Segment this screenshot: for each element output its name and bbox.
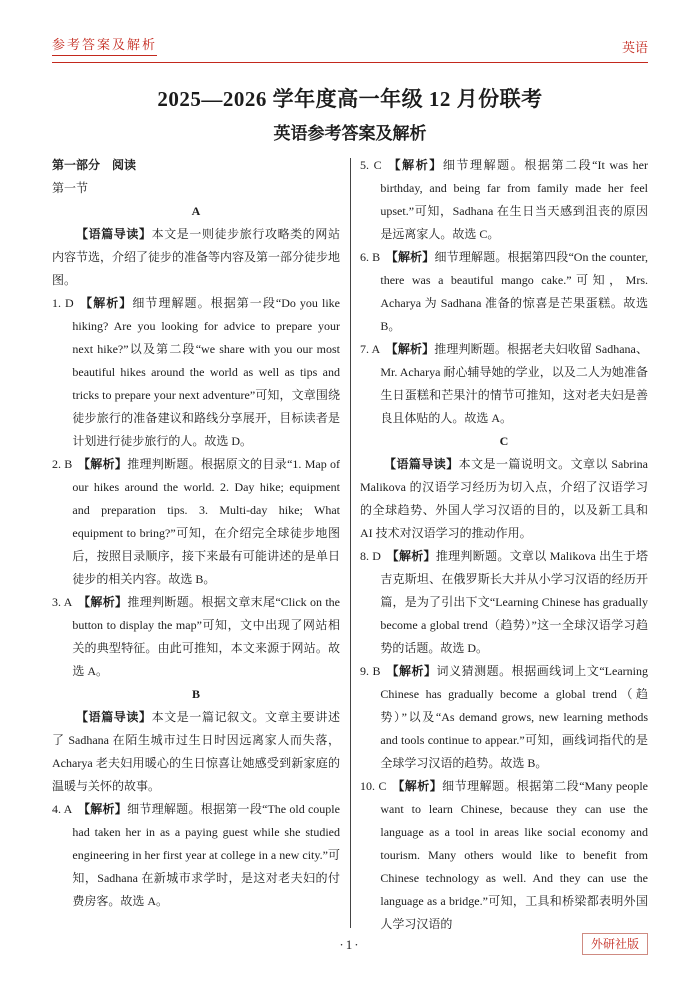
publisher-badge: 外研社版 [582,933,648,955]
item-text: 细节理解题。根据第一段“The old couple had taken her in as a paying guest while she studied engineering in her first year at college in a new city.”可知，Sadhana 在新城市求学时，是这对老夫妇的付费房客。故选 A。 [72,802,340,908]
analysis-tag: 【解析】 [79,296,133,310]
page-number: ·1· [339,937,361,952]
answer-item-5 [360,154,648,246]
answer-item-3 [52,591,340,683]
page-header [52,34,648,56]
item-text: 细节理解题。根据第一段“Do you like hiking? Are you looking for advice to prepare your next hike?”以及第二段“we share with you our most beautiful hikes around the world as well as tips and tricks to prepare your next adventure”可知，文章围绕徒步旅行的准备建议和路线分享展开，目标读者是计划进行徒步旅行的人。故选 D。 [72,296,340,448]
intro-text: 本文是一则徒步旅行攻略类的网站内容节选，介绍了徒步的准备等内容及第一部分徒步地图。 [52,227,341,287]
item-number: 7. A [360,342,381,356]
answer-item-4 [52,798,340,913]
analysis-tag: 【解析】 [386,549,436,563]
section-heading: 第一部分 阅读 [52,158,137,172]
item-text: 推理判断题。根据原文的目录“1. Map of our hikes around the world. 2. Day hike; equipment and preparation tips. 3. Multi-day hike; What equipment to bring?”可知，在介绍完全球徒步地图后，按照目录顺序，接下来最有可能讲述的是单日徒步的相关内容。故选 B。 [72,457,340,586]
answer-item-7 [360,338,648,430]
analysis-tag: 【解析】 [385,342,435,356]
header-rule [52,62,648,63]
passage-label-b: B [191,687,200,701]
intro-tag: 【语篇导读】 [384,457,459,471]
page-title: 2025—2026 学年度高一年级 12 月份联考 [157,87,543,111]
item-text: 细节理解题。根据第二段“It was her birthday, and being far from family made her feel upset.”可知，Sadhana 在生日当天感到沮丧的原因是远离家人。故选 C。 [380,158,648,241]
header-left-label: 参考答案及解析 [52,34,157,56]
answer-item-9 [360,660,648,775]
passage-label-c: C [499,434,509,448]
passage-label-a: A [191,204,201,218]
item-number: 9. B [360,664,381,678]
analysis-tag: 【解析】 [77,457,128,471]
item-text: 词义猜测题。根据画线词上文“Learning Chinese has gradually become a global trend（趋势）”以及“As demand grows, new learning methods and tools continue to appear.”可知，画线词指代的是全球学习汉语的趋势。故选 B。 [380,664,648,770]
answer-item-8 [360,545,648,660]
analysis-tag: 【解析】 [385,664,437,678]
intro-tag: 【语篇导读】 [76,710,152,724]
page-subtitle: 英语参考答案及解析 [273,124,427,143]
item-text: 推理判断题。文章以 Malikova 出生于塔吉克斯坦、在俄罗斯长大并从小学习汉语的经历开篇，是为了引出下文“Learning Chinese has gradually become a global trend（趋势）”这一全球汉语学习趋势的话题。故选 D。 [380,549,648,655]
item-number: 2. B [52,457,73,471]
analysis-tag: 【解析】 [386,158,443,172]
answer-item-1 [52,292,340,453]
item-number: 4. A [52,802,73,816]
right-column [360,154,648,936]
intro-text: 本文是一篇说明文。文章以 Sabrina Malikova 的汉语学习经历为切入点，介绍了汉语学习的全球趋势、外国人学习汉语的目的，以及新工具和 AI 技术对汉语学习的推动作用。 [360,457,648,540]
analysis-tag: 【解析】 [77,595,128,609]
item-text: 细节理解题。根据第二段“Many people want to learn Chinese, because they can use the language as a tool in areas like social economy and tourism. Many others would like to benefit from Chinese technology as well. And they can use the language as a bridge.”可知，工具和桥梁都表明外国人学习汉语的 [380,779,648,931]
analysis-tag: 【解析】 [391,779,443,793]
item-number: 5. C [360,158,382,172]
analysis-tag: 【解析】 [385,250,435,264]
answer-item-10 [360,775,648,936]
page-footer [52,933,648,957]
header-right-label: 英语 [621,40,648,55]
answer-item-2 [52,453,340,591]
left-column [52,154,340,936]
item-text: 推理判断题。根据老夫妇收留 Sadhana、Mr. Acharya 耐心辅导她的学业，以及二人为她准备生日蛋糕和芒果汁的情节可推知，这对老夫妇是善良且体贴的人。故选 A。 [380,342,648,425]
item-number: 1. D [52,296,74,310]
item-text: 细节理解题。根据第四段“On the counter, there was a beautiful mango cake.”可知，Mrs. Acharya 为 Sadhana 准备的惊喜是芒果蛋糕。故选 B。 [380,250,648,333]
item-number: 3. A [52,595,73,609]
item-number: 8. D [360,549,381,563]
item-text: 推理判断题。根据文章末尾“Click on the button to display the map”可知，文中出现了网站相关的典型特征。由此可推知，本文来源于网站。故选 A。 [72,595,340,678]
intro-tag: 【语篇导读】 [76,227,152,241]
item-number: 10. C [360,779,387,793]
intro-text: 本文是一篇记叙文。文章主要讲述了 Sadhana 在陌生城市过生日时因远离家人而失落，Acharya 老夫妇用暖心的生日惊喜让她感受到新家庭的温暖与关怀的故事。 [52,710,340,793]
column-divider [350,158,351,928]
analysis-tag: 【解析】 [77,802,128,816]
item-number: 6. B [360,250,381,264]
passage-intro-c [360,453,648,545]
two-column-body [52,154,648,936]
passage-intro-b [52,706,340,798]
answer-item-6 [360,246,648,338]
subsection-heading: 第一节 [52,181,89,195]
passage-intro-a [52,223,340,292]
